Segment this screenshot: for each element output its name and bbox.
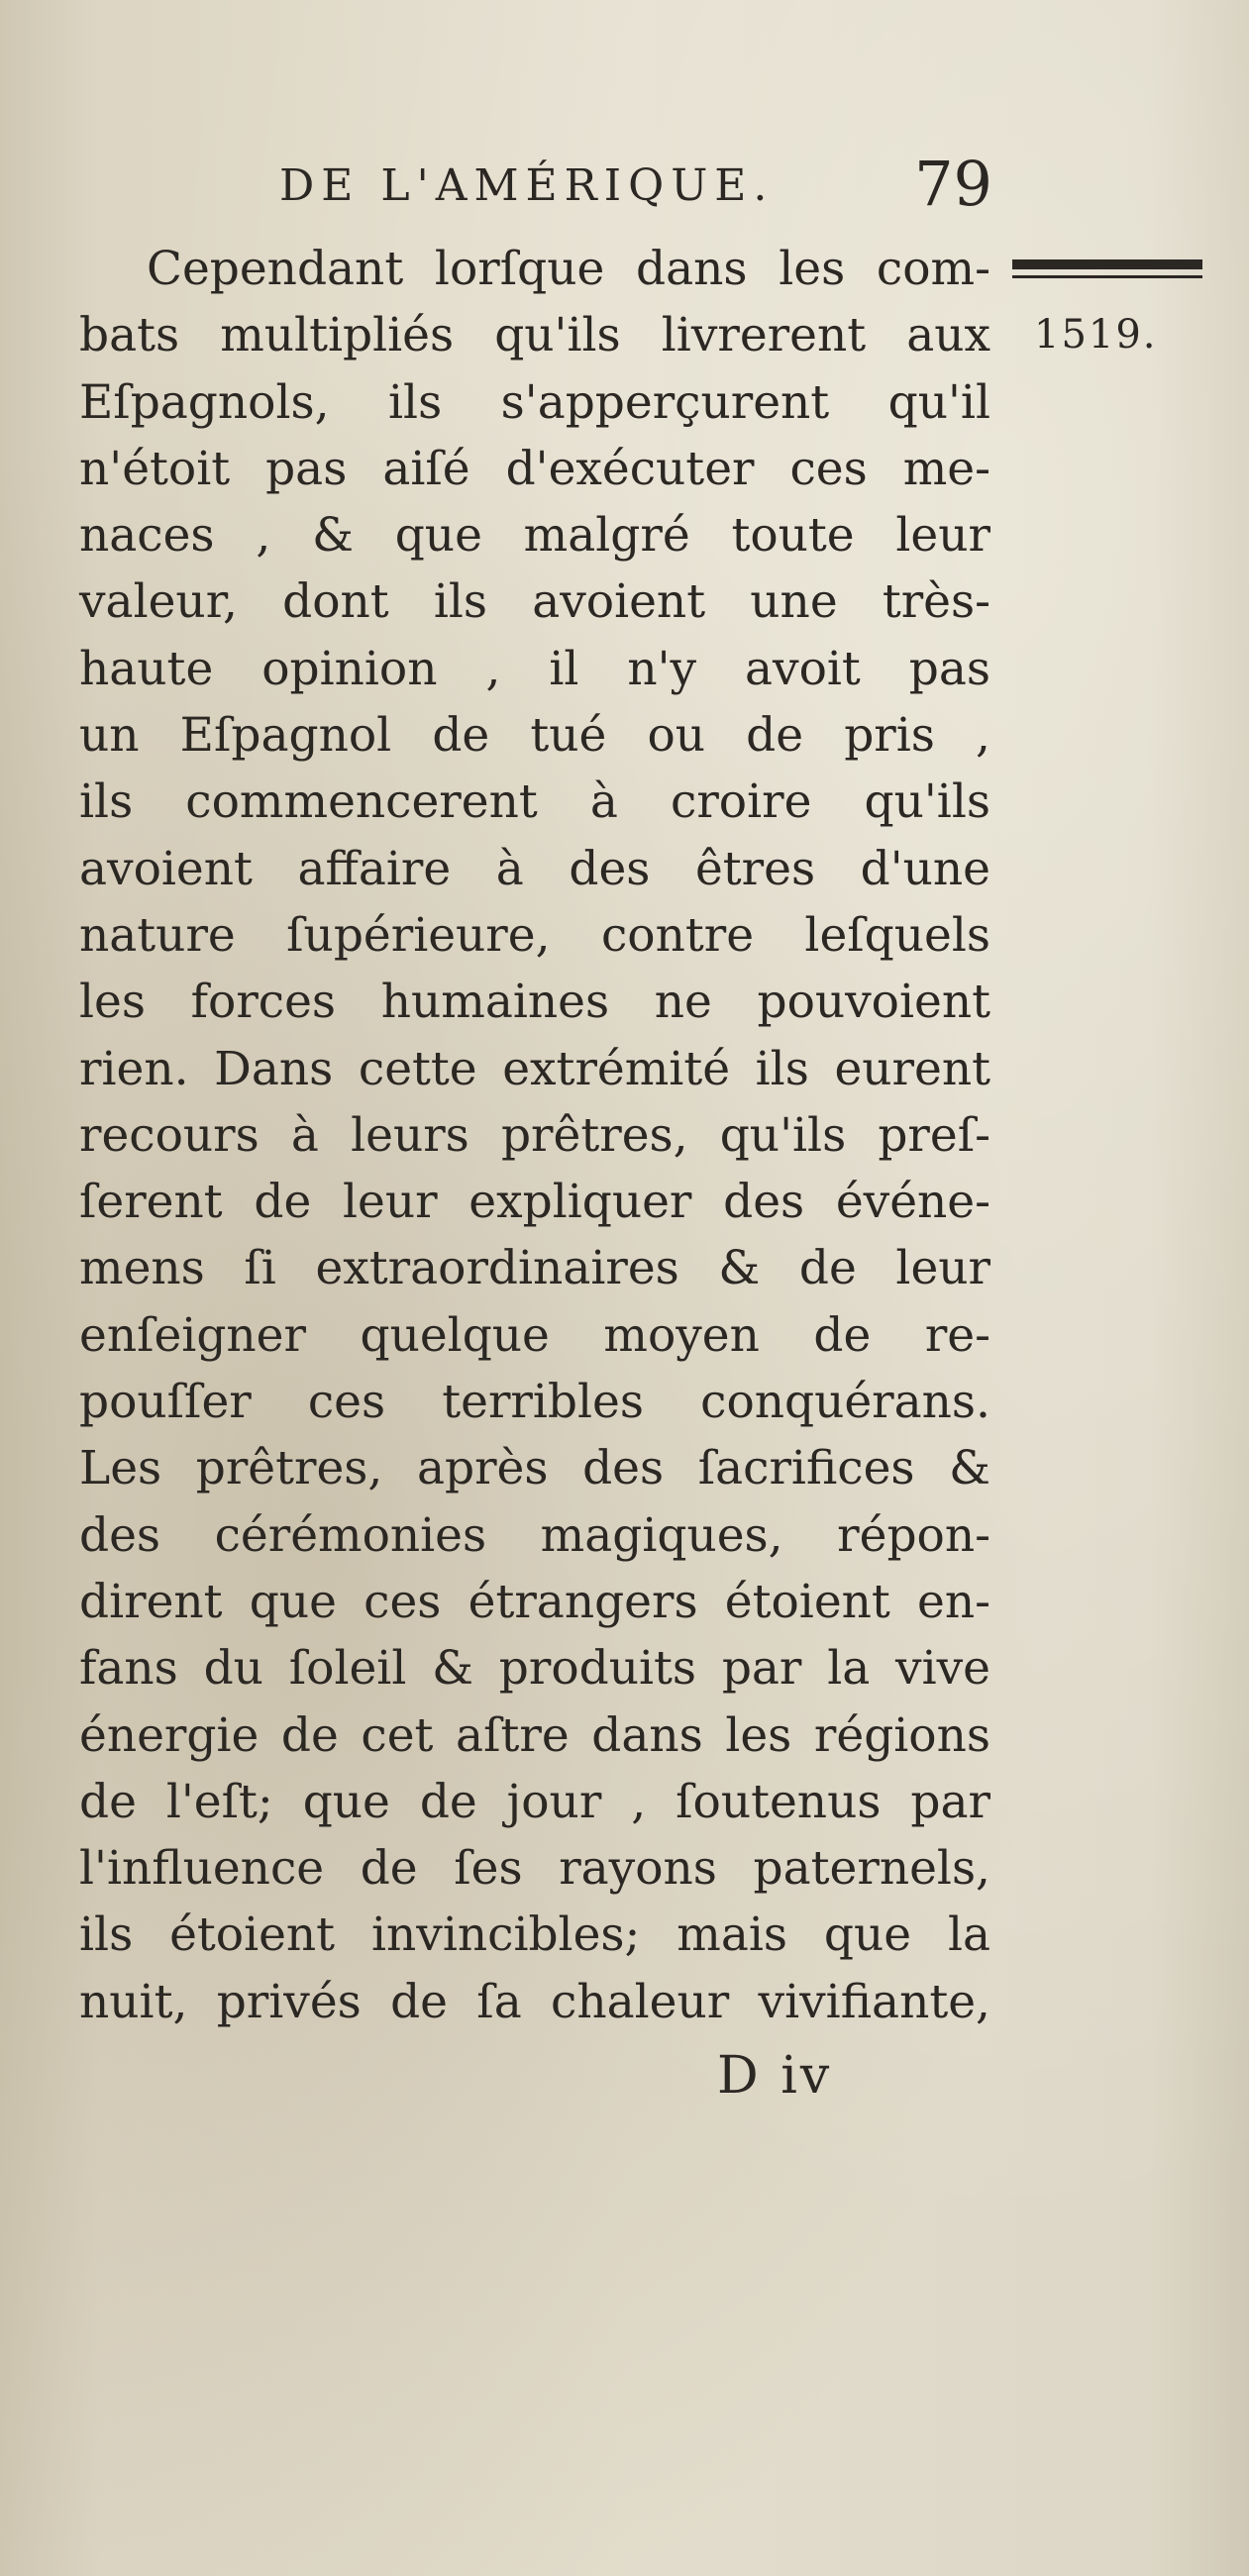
text-line: les forces humaines ne pouvoient	[79, 975, 990, 1030]
text-line: ils étoient invincibles; mais que la	[79, 1907, 990, 1963]
signature-mark: D iv	[717, 2046, 833, 2106]
text-line: Eſpagnols, ils s'apperçurent qu'il	[79, 374, 990, 430]
text-line: des cérémonies magiques, répon-	[79, 1507, 990, 1563]
text-line: nature ſupérieure, contre leſquels	[79, 907, 990, 963]
text-line: fans du ſoleil & produits par la vive	[79, 1641, 990, 1697]
text-line: ils commencerent à croire qu'ils	[79, 774, 990, 830]
text-line: l'influence de ſes rayons paternels,	[79, 1841, 990, 1897]
page-number: 79	[914, 148, 992, 220]
margin-ornament-rule	[1012, 259, 1202, 269]
text-line: nuit, privés de ſa chaleur vivifiante,	[79, 1974, 990, 2029]
text-line: enſeigner quelque moyen de re-	[79, 1307, 990, 1363]
text-line: n'étoit pas aiſé d'exécuter ces me-	[79, 441, 990, 496]
text-line: Cependant lorſque dans les com-	[147, 242, 990, 296]
text-line: dirent que ces étrangers étoient en-	[79, 1574, 990, 1629]
text-line: rien. Dans cette extrémité ils eurent	[79, 1041, 990, 1096]
running-header	[279, 149, 992, 220]
text-line: naces , & que malgré toute leur	[79, 508, 990, 564]
text-line: pouſſer ces terribles conquérans.	[79, 1375, 990, 1430]
text-line: recours à leurs prêtres, qu'ils preſ-	[79, 1107, 990, 1163]
text-line: un Eſpagnol de tué ou de pris ,	[79, 708, 990, 764]
text-line: mens ſi extraordinaires & de leur	[79, 1241, 990, 1296]
text-line: valeur, dont ils avoient une très-	[79, 574, 990, 630]
running-title: DE L'AMÉRIQUE.	[279, 160, 775, 211]
text-line: énergie de cet aſtre dans les régions	[79, 1707, 990, 1763]
text-line: bats multipliés qu'ils livrerent aux	[79, 308, 990, 363]
text-line: ſerent de leur expliquer des événe-	[79, 1175, 990, 1230]
text-line: de l'eſt; que de jour , ſoutenus par	[79, 1774, 990, 1829]
body-text	[79, 236, 990, 2035]
margin-year-note: 1519.	[1034, 312, 1158, 358]
text-line: avoient affaire à des êtres d'une	[79, 841, 990, 896]
text-line: haute opinion , il n'y avoit pas	[79, 641, 990, 696]
text-line: Les prêtres, après des ſacrifices &	[79, 1441, 990, 1496]
